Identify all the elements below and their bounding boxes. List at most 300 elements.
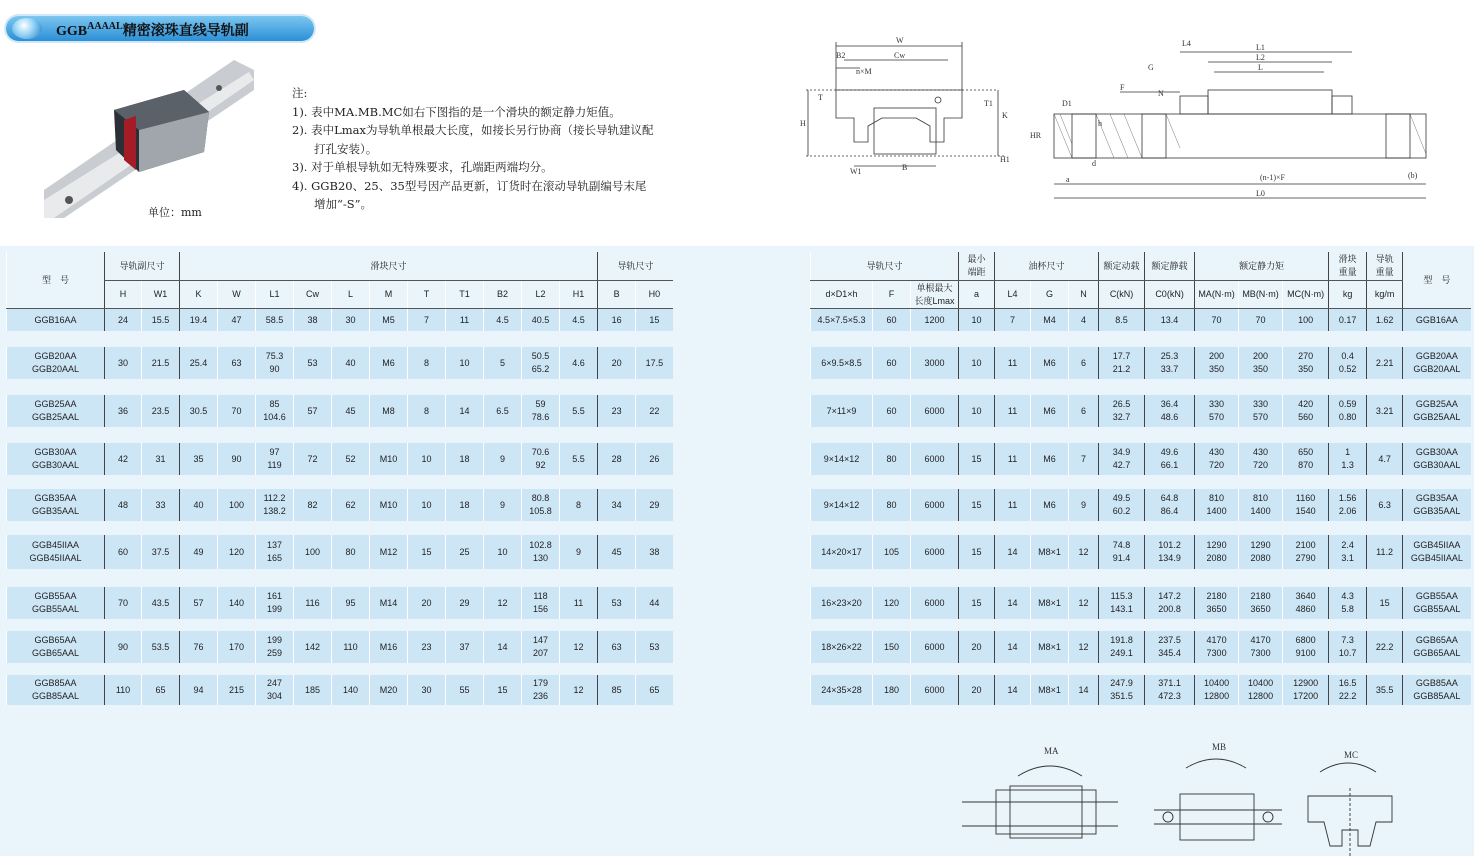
data-cell: 15 [959, 535, 995, 569]
data-cell: 4.5×7.5×5.3 [811, 309, 873, 332]
data-cell: 3000 [911, 347, 959, 379]
data-cell: 650 870 [1283, 443, 1329, 475]
data-cell: 25 [446, 535, 484, 569]
data-cell: 371.1 472.3 [1145, 675, 1195, 705]
row-gap [811, 379, 1471, 395]
col-header: B2 [484, 281, 522, 309]
data-cell: 23 [408, 631, 446, 663]
data-cell: 18 [446, 489, 484, 521]
row-gap [811, 663, 1471, 675]
col-header: C(kN) [1099, 281, 1145, 309]
col-header: B [598, 281, 636, 309]
note-4-cont: 增加“-S”。 [314, 197, 373, 211]
data-cell: 18 [446, 443, 484, 475]
data-cell: 20 [959, 631, 995, 663]
data-cell: 2.21 [1367, 347, 1403, 379]
data-cell: 24×35×28 [811, 675, 873, 705]
data-cell: M10 [370, 489, 408, 521]
row-gap [811, 331, 1471, 347]
data-cell: 25.3 33.7 [1145, 347, 1195, 379]
dim-l: L [1258, 63, 1263, 72]
data-cell: 80 [873, 489, 911, 521]
data-cell: 15 [959, 587, 995, 619]
data-cell: 10400 12800 [1195, 675, 1239, 705]
table-row [811, 395, 1471, 427]
data-cell: 50.5 65.2 [522, 347, 560, 379]
data-cell: 35.5 [1367, 675, 1403, 705]
data-cell: 810 1400 [1239, 489, 1283, 521]
data-cell: 3.21 [1367, 395, 1403, 427]
data-cell: 38 [636, 535, 673, 569]
data-cell: 44 [636, 587, 673, 619]
model-cell-right: GGB30AA GGB30AAL [1403, 443, 1471, 475]
data-cell: 38 [294, 309, 332, 332]
moment-label-mc: MC [1344, 750, 1359, 760]
data-cell: 40.5 [522, 309, 560, 332]
data-cell: 8.5 [1099, 309, 1145, 332]
data-cell: M8×1 [1031, 535, 1069, 569]
data-cell: 100 [1283, 309, 1329, 332]
table-row [7, 347, 673, 379]
group-header-oil-cup: 油杯尺寸 [995, 252, 1099, 281]
data-cell: 8 [408, 347, 446, 379]
dim-l2: L2 [1256, 53, 1265, 62]
row-gap [7, 619, 673, 631]
model-cell: GGB55AA GGB55AAL [7, 587, 105, 619]
data-cell: 70 [1239, 309, 1283, 332]
data-cell: 65 [142, 675, 180, 705]
data-cell: 5.5 [560, 395, 598, 427]
data-cell: 2180 3650 [1195, 587, 1239, 619]
dim-w1: W1 [850, 167, 862, 176]
col-header: 单根最大 长度Lmax [911, 281, 959, 309]
model-cell: GGB25AA GGB25AAL [7, 395, 105, 427]
data-cell: 180 [873, 675, 911, 705]
data-cell: 6000 [911, 675, 959, 705]
data-cell: 100 [294, 535, 332, 569]
group-header-rail: 导轨尺寸 [598, 252, 673, 281]
data-cell: 52 [332, 443, 370, 475]
col-header: MA(N·m) [1195, 281, 1239, 309]
data-cell: 8 [560, 489, 598, 521]
data-cell: 4.5 [560, 309, 598, 332]
group-header-block: 滑块尺寸 [180, 252, 598, 281]
data-cell: 9×14×12 [811, 443, 873, 475]
data-cell: 24 [105, 309, 142, 332]
data-cell: 147.2 200.8 [1145, 587, 1195, 619]
data-cell: 60 [873, 395, 911, 427]
data-cell: 23.5 [142, 395, 180, 427]
data-cell: 9 [560, 535, 598, 569]
data-cell: 15 [1367, 587, 1403, 619]
data-cell: 11.2 [1367, 535, 1403, 569]
data-cell: 0.59 0.80 [1329, 395, 1367, 427]
data-cell: 60 [873, 347, 911, 379]
dim-cw: Cw [894, 51, 906, 60]
data-cell: 18×26×22 [811, 631, 873, 663]
data-cell: 215 [218, 675, 256, 705]
dim-w: W [896, 36, 904, 45]
page-title: $GGB^{AAAAL}$精密滚珠直线导轨副 [56, 21, 249, 39]
dim-l4: L4 [1182, 39, 1191, 48]
model-cell-right: GGB25AA GGB25AAL [1403, 395, 1471, 427]
data-cell: 95 [332, 587, 370, 619]
dim-d1: D1 [1062, 99, 1072, 108]
data-cell: 30 [105, 347, 142, 379]
data-cell: 6 [1069, 395, 1099, 427]
data-cell: 7.3 10.7 [1329, 631, 1367, 663]
title-bullet-icon [12, 18, 42, 39]
data-cell: 14 [995, 535, 1031, 569]
data-cell: 29 [446, 587, 484, 619]
data-cell: 11 [995, 395, 1031, 427]
table-row [7, 631, 673, 663]
data-cell: 7×11×9 [811, 395, 873, 427]
note-2: 2). 表中Lmax为导轨单根最大长度，如接长另行协商（接长导轨建议配 [292, 123, 654, 137]
col-header: W [218, 281, 256, 309]
data-cell: 70 [1195, 309, 1239, 332]
data-cell: 40 [180, 489, 218, 521]
data-cell: 28 [598, 443, 636, 475]
data-cell: 170 [218, 631, 256, 663]
data-cell: 120 [218, 535, 256, 569]
data-cell: 14 [995, 587, 1031, 619]
data-cell: 30 [332, 309, 370, 332]
col-header: C0(kN) [1145, 281, 1195, 309]
data-cell: 330 570 [1239, 395, 1283, 427]
data-cell: 3640 4860 [1283, 587, 1329, 619]
group-header-dynamic-load: 额定动载 [1099, 252, 1145, 281]
data-cell: 1 1.3 [1329, 443, 1367, 475]
data-cell: 64.8 86.4 [1145, 489, 1195, 521]
data-cell: 63 [598, 631, 636, 663]
data-cell: 110 [332, 631, 370, 663]
dim-h-counterbore: h [1098, 119, 1102, 128]
col-header: MB(N·m) [1239, 281, 1283, 309]
data-cell: 12 [560, 675, 598, 705]
data-cell: 12 [1069, 631, 1099, 663]
data-cell: 1290 2080 [1195, 535, 1239, 569]
data-cell: 150 [873, 631, 911, 663]
data-cell: 4.6 [560, 347, 598, 379]
data-cell: 5 [484, 347, 522, 379]
data-cell: 42 [105, 443, 142, 475]
moment-label-ma: MA [1044, 746, 1059, 756]
data-cell: 6 [1069, 347, 1099, 379]
data-cell: 57 [180, 587, 218, 619]
data-cell: 29 [636, 489, 673, 521]
model-cell: GGB16AA [7, 309, 105, 332]
data-cell: 33 [142, 489, 180, 521]
data-cell: 26 [636, 443, 673, 475]
table-row [811, 489, 1471, 521]
data-cell: 90 [105, 631, 142, 663]
data-cell: 10 [484, 535, 522, 569]
group-header-block-weight: 滑块 重量 [1329, 252, 1367, 281]
data-cell: 14 [446, 395, 484, 427]
data-cell: 115.3 143.1 [1099, 587, 1145, 619]
data-cell: 10 [959, 395, 995, 427]
data-cell: 21.5 [142, 347, 180, 379]
data-cell: 10 [959, 309, 995, 332]
data-cell: 37 [446, 631, 484, 663]
data-cell: 15.5 [142, 309, 180, 332]
data-cell: 57 [294, 395, 332, 427]
data-cell: 5.5 [560, 443, 598, 475]
dim-t: T [818, 93, 823, 102]
data-cell: 70 [218, 395, 256, 427]
group-header-rail-dims: 导轨尺寸 [811, 252, 959, 281]
notes-heading: 注: [292, 86, 308, 100]
dim-f: F [1120, 83, 1125, 92]
spec-table-right [810, 252, 1471, 705]
col-header-model-right: 型 号 [1403, 252, 1471, 309]
data-cell: 9×14×12 [811, 489, 873, 521]
data-cell: 19.4 [180, 309, 218, 332]
data-cell: 1200 [911, 309, 959, 332]
data-cell: 12 [560, 631, 598, 663]
data-cell: 270 350 [1283, 347, 1329, 379]
data-cell: 82 [294, 489, 332, 521]
data-cell: 10 [408, 489, 446, 521]
data-cell: 20 [598, 347, 636, 379]
data-cell: 23 [598, 395, 636, 427]
data-cell: 11 [995, 489, 1031, 521]
note-1: 1). 表中MA.MB.MC如右下图指的是一个滑块的额定静力矩值。 [292, 104, 621, 119]
data-cell: 6×9.5×8.5 [811, 347, 873, 379]
row-gap [7, 521, 673, 535]
row-gap [7, 427, 673, 443]
data-cell: 31 [142, 443, 180, 475]
data-cell: M20 [370, 675, 408, 705]
table-row [811, 535, 1471, 569]
col-header: L1 [256, 281, 294, 309]
data-cell: 140 [218, 587, 256, 619]
model-cell-right: GGB55AA GGB55AAL [1403, 587, 1471, 619]
table-row [7, 587, 673, 619]
dim-l0: L0 [1256, 189, 1265, 198]
data-cell: 147 207 [522, 631, 560, 663]
data-cell: 6000 [911, 535, 959, 569]
table-row [7, 675, 673, 705]
data-cell: 35 [180, 443, 218, 475]
data-cell: 63 [218, 347, 256, 379]
data-cell: M14 [370, 587, 408, 619]
col-header: H0 [636, 281, 673, 309]
data-cell: 6.5 [484, 395, 522, 427]
data-cell: M8×1 [1031, 587, 1069, 619]
col-header: G [1031, 281, 1069, 309]
col-header: H [105, 281, 142, 309]
model-cell-right: GGB45IIAA GGB45IIAAL [1403, 535, 1471, 569]
data-cell: 1.56 2.06 [1329, 489, 1367, 521]
data-cell: 80 [332, 535, 370, 569]
data-cell: 4170 7300 [1195, 631, 1239, 663]
data-cell: 34 [598, 489, 636, 521]
col-header: L [332, 281, 370, 309]
data-cell: 2180 3650 [1239, 587, 1283, 619]
col-header: F [873, 281, 911, 309]
data-cell: 85 104.6 [256, 395, 294, 427]
data-cell: 100 [218, 489, 256, 521]
data-cell: 6.3 [1367, 489, 1403, 521]
data-cell: 9 [484, 489, 522, 521]
col-header-model: 型 号 [7, 252, 105, 309]
data-cell: 10 [446, 347, 484, 379]
table-row [811, 443, 1471, 475]
data-cell: 105 [873, 535, 911, 569]
row-gap [7, 475, 673, 489]
data-cell: M8 [370, 395, 408, 427]
data-cell: M4 [1031, 309, 1069, 332]
data-cell: 53.5 [142, 631, 180, 663]
data-cell: 6000 [911, 443, 959, 475]
moment-label-mb: MB [1212, 742, 1227, 752]
data-cell: 1160 1540 [1283, 489, 1329, 521]
data-cell: 15 [408, 535, 446, 569]
data-cell: 90 [218, 443, 256, 475]
row-gap [7, 569, 673, 587]
data-cell: 14 [995, 631, 1031, 663]
data-cell: 11 [446, 309, 484, 332]
col-header: L4 [995, 281, 1031, 309]
data-cell: 11 [560, 587, 598, 619]
data-cell: 200 350 [1239, 347, 1283, 379]
col-header: M [370, 281, 408, 309]
data-cell: 15 [484, 675, 522, 705]
data-cell: 116 [294, 587, 332, 619]
data-cell: 80 [873, 443, 911, 475]
data-cell: 55 [446, 675, 484, 705]
data-cell: M8×1 [1031, 631, 1069, 663]
data-cell: 60 [105, 535, 142, 569]
data-cell: 12 [1069, 587, 1099, 619]
data-cell: 14 [484, 631, 522, 663]
data-cell: 26.5 32.7 [1099, 395, 1145, 427]
row-gap [811, 427, 1471, 443]
dim-nxm: n×M [856, 67, 872, 76]
dim-n: N [1158, 89, 1164, 98]
data-cell: 6000 [911, 587, 959, 619]
unit-label: 单位：mm [148, 206, 202, 219]
data-cell: 4.7 [1367, 443, 1403, 475]
data-cell: 8 [408, 395, 446, 427]
table-row [811, 631, 1471, 663]
model-cell-right: GGB35AA GGB35AAL [1403, 489, 1471, 521]
data-cell: 6000 [911, 489, 959, 521]
data-cell: 15 [636, 309, 673, 332]
table-row [7, 489, 673, 521]
col-header: W1 [142, 281, 180, 309]
data-cell: M8×1 [1031, 675, 1069, 705]
dim-b: B [902, 163, 908, 172]
group-header-rail-pair: 导轨副尺寸 [105, 252, 180, 281]
data-cell: 191.8 249.1 [1099, 631, 1145, 663]
data-cell: 12 [1069, 535, 1099, 569]
col-header: T1 [446, 281, 484, 309]
data-cell: 237.5 345.4 [1145, 631, 1195, 663]
row-gap [811, 619, 1471, 631]
data-cell: 9 [484, 443, 522, 475]
table-row [7, 309, 673, 332]
col-header: T [408, 281, 446, 309]
data-cell: 17.5 [636, 347, 673, 379]
model-cell-right: GGB85AA GGB85AAL [1403, 675, 1471, 705]
side-view-drawing [1030, 34, 1450, 210]
data-cell: 37.5 [142, 535, 180, 569]
data-cell: 34.9 42.7 [1099, 443, 1145, 475]
cross-section-drawing [798, 34, 1018, 184]
data-cell: 43.5 [142, 587, 180, 619]
data-cell: 17.7 21.2 [1099, 347, 1145, 379]
row-gap [811, 475, 1471, 489]
data-cell: 140 [332, 675, 370, 705]
data-cell: 10 [959, 347, 995, 379]
data-cell: 179 236 [522, 675, 560, 705]
data-cell: M10 [370, 443, 408, 475]
data-cell: 53 [294, 347, 332, 379]
data-cell: 97 119 [256, 443, 294, 475]
data-cell: 199 259 [256, 631, 294, 663]
data-cell: 430 720 [1239, 443, 1283, 475]
moment-diagrams [958, 738, 1418, 856]
data-cell: 11 [995, 443, 1031, 475]
data-cell: 15 [959, 443, 995, 475]
table-row [811, 347, 1471, 379]
data-cell: 0.17 [1329, 309, 1367, 332]
data-cell: 14 [1069, 675, 1099, 705]
dim-g: G [1148, 63, 1154, 72]
data-cell: M12 [370, 535, 408, 569]
data-cell: 185 [294, 675, 332, 705]
data-cell: 70.6 92 [522, 443, 560, 475]
spec-table-left [6, 252, 673, 705]
data-cell: 25.4 [180, 347, 218, 379]
data-cell: 85 [598, 675, 636, 705]
data-cell: 45 [598, 535, 636, 569]
table-row [811, 587, 1471, 619]
data-cell: 75.3 90 [256, 347, 294, 379]
data-cell: M6 [1031, 489, 1069, 521]
data-cell: 810 1400 [1195, 489, 1239, 521]
dim-pitch: (n-1)×F [1260, 173, 1285, 182]
data-cell: 7 [1069, 443, 1099, 475]
data-cell: 13.4 [1145, 309, 1195, 332]
model-cell: GGB45IIAA GGB45IIAAL [7, 535, 105, 569]
data-cell: 11 [995, 347, 1031, 379]
data-cell: 2.4 3.1 [1329, 535, 1367, 569]
data-cell: 47 [218, 309, 256, 332]
data-cell: 16 [598, 309, 636, 332]
data-cell: 65 [636, 675, 673, 705]
data-cell: 49.5 60.2 [1099, 489, 1145, 521]
data-cell: 118 156 [522, 587, 560, 619]
dim-d: d [1092, 159, 1096, 168]
data-cell: 10400 12800 [1239, 675, 1283, 705]
data-cell: 30.5 [180, 395, 218, 427]
data-cell: 12 [484, 587, 522, 619]
data-cell: 22.2 [1367, 631, 1403, 663]
note-2-cont: 打孔安装）。 [314, 141, 378, 156]
data-cell: 30 [408, 675, 446, 705]
data-cell: 60 [873, 309, 911, 332]
data-cell: 40 [332, 347, 370, 379]
data-cell: 7 [408, 309, 446, 332]
model-cell: GGB85AA GGB85AAL [7, 675, 105, 705]
model-cell-right: GGB65AA GGB65AAL [1403, 631, 1471, 663]
data-cell: 76 [180, 631, 218, 663]
data-cell: 53 [636, 631, 673, 663]
